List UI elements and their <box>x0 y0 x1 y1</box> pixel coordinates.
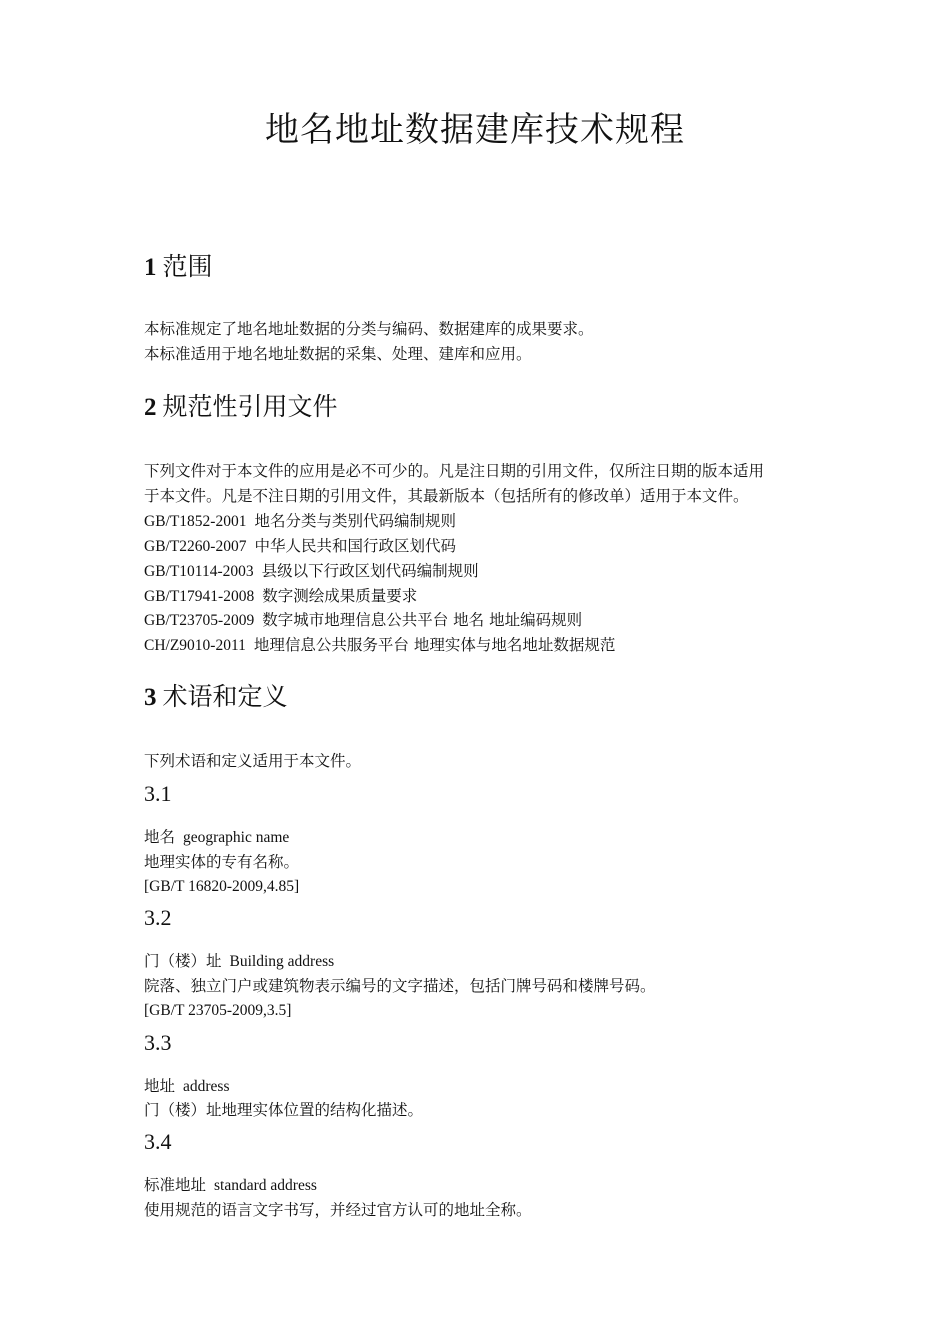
term-source: [GB/T 23705-2009,3.5] <box>144 1002 292 1019</box>
term-number: 3.4 <box>144 1129 172 1154</box>
reference-code: CH/Z9010-2011 <box>144 637 246 654</box>
terms-intro: 下列术语和定义适用于本文件。 <box>144 752 362 770</box>
section-2-heading <box>144 391 338 424</box>
reference-item <box>144 560 479 583</box>
scope-paragraph-2: 本标准适用于地名地址数据的采集、处理、建库和应用。 <box>144 345 532 363</box>
reference-name: 数字测绘成果质量要求 <box>262 587 418 605</box>
term-name-en: geographic name <box>183 829 290 846</box>
section-number: 3 <box>144 684 157 711</box>
reference-item <box>144 634 615 657</box>
document-title: 地名地址数据建库技术规程 <box>265 110 685 150</box>
term-name <box>144 826 289 849</box>
reference-name: 数字城市地理信息公共平台 地名 地址编码规则 <box>262 611 583 629</box>
section-number: 2 <box>144 394 157 421</box>
section-1-heading <box>144 251 213 284</box>
reference-name: 中华人民共和国行政区划代码 <box>254 537 456 555</box>
term-definition: 地理实体的专有名称。 <box>144 853 300 871</box>
section-3-heading <box>144 681 288 714</box>
section-title: 范围 <box>162 252 213 281</box>
references-intro-line-1: 下列文件对于本文件的应用是必不可少的。凡是注日期的引用文件，仅所注日期的版本适用 <box>144 462 765 480</box>
reference-item <box>144 535 456 558</box>
term-definition: 使用规范的语言文字书写，并经过官方认可的地址全称。 <box>144 1201 532 1219</box>
reference-code: GB/T1852-2001 <box>144 513 247 530</box>
references-intro-line-2: 于本文件。凡是不注日期的引用文件，其最新版本（包括所有的修改单）适用于本文件。 <box>144 487 749 505</box>
term-name <box>144 1174 317 1197</box>
term-name <box>144 950 334 973</box>
section-number: 1 <box>144 254 157 281</box>
reference-code: GB/T23705-2009 <box>144 612 255 629</box>
term-name-cn: 标准地址 <box>144 1176 207 1194</box>
reference-name: 县级以下行政区划代码编制规则 <box>261 562 479 580</box>
term-name-cn: 地址 <box>144 1077 176 1095</box>
term-number: 3.1 <box>144 781 172 806</box>
term-name-en: standard address <box>214 1177 317 1194</box>
reference-code: GB/T17941-2008 <box>144 588 255 605</box>
reference-name: 地理信息公共服务平台 地理实体与地名地址数据规范 <box>253 636 616 654</box>
term-number: 3.2 <box>144 905 172 930</box>
section-title: 术语和定义 <box>162 682 288 711</box>
term-definition: 院落、独立门户或建筑物表示编号的文字描述，包括门牌号码和楼牌号码。 <box>144 977 656 995</box>
reference-code: GB/T2260-2007 <box>144 538 247 555</box>
term-name <box>144 1075 230 1098</box>
reference-code: GB/T10114-2003 <box>144 563 254 580</box>
term-name-cn: 地名 <box>144 828 176 846</box>
section-title: 规范性引用文件 <box>162 392 338 421</box>
reference-item <box>144 609 582 632</box>
term-name-en: Building address <box>229 953 335 970</box>
term-name-en: address <box>183 1078 230 1095</box>
term-number: 3.3 <box>144 1030 172 1055</box>
term-definition: 门（楼）址地理实体位置的结构化描述。 <box>144 1101 424 1119</box>
reference-item <box>144 510 456 533</box>
term-name-cn: 门（楼）址 <box>144 952 222 970</box>
reference-item <box>144 585 417 608</box>
term-source: [GB/T 16820-2009,4.85] <box>144 878 300 895</box>
scope-paragraph-1: 本标准规定了地名地址数据的分类与编码、数据建库的成果要求。 <box>144 320 594 338</box>
reference-name: 地名分类与类别代码编制规则 <box>254 512 456 530</box>
